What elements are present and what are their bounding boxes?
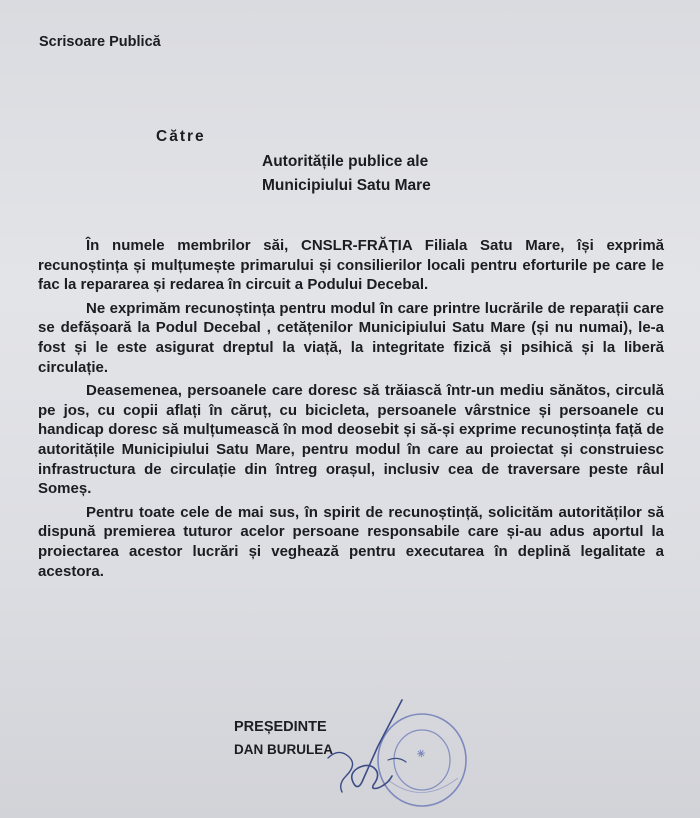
addressee-label: Către [156, 128, 206, 145]
paragraph-1: În numele membrilor săi, CNSLR-FRĂȚIA Filiala Satu Mare, își exprimă recunoștința și mulțumește primarului și consilierilor locali pentru eforturile pe care le fac la repararea și redarea în circuit a Podului Decebal. [38, 237, 664, 294]
recipient-block [262, 150, 431, 198]
paragraph-2: Ne exprimăm recunoștința pentru modul în care printre lucrările de reparații care se defășoară la Podul Decebal , cetățenilor Municipiului Satu Mare (și nu numai), le-a fost și le este asigurat dreptul la viață, la integritate fizică și psihică și la liberă circulație. [38, 299, 664, 376]
document-header: Scrisoare Publică [39, 34, 161, 50]
handwritten-signature [318, 696, 410, 796]
paragraph-3: Deasemenea, persoanele care doresc să trăiască într-un mediu sănătos, circulă pe jos, cu copii aflați în căruț, cu bicicleta, persoanele vârstnice și persoanele cu handicap doresc să mulțumească în mod deosebit și să-și exprime recunoștința față de autoritățile Municipiului Satu Mare, pentru modul în care au proiectat și construiesc infrastructura de circulație din întreg orașul, inclusiv cea de traversare peste râul Someș. [38, 382, 664, 498]
paragraph-4: Pentru toate cele de mai sus, în spirit de recunoștință, solicităm autorităților să dispună premierea tuturor acelor persoane responsabile care și-au adus aportul la proiectarea acestor lucrări și veghează pentru executarea în deplină legalitate a acestora. [38, 503, 664, 580]
svg-text:✳: ✳ [416, 748, 427, 761]
signatory-name: DAN BURULEA [234, 742, 333, 757]
recipient-line-1: Autoritățile publice ale [262, 153, 429, 170]
signatory-title: PREȘEDINTE [234, 719, 327, 735]
letter-body [38, 236, 664, 585]
recipient-line-2: Municipiului Satu Mare [262, 177, 431, 194]
